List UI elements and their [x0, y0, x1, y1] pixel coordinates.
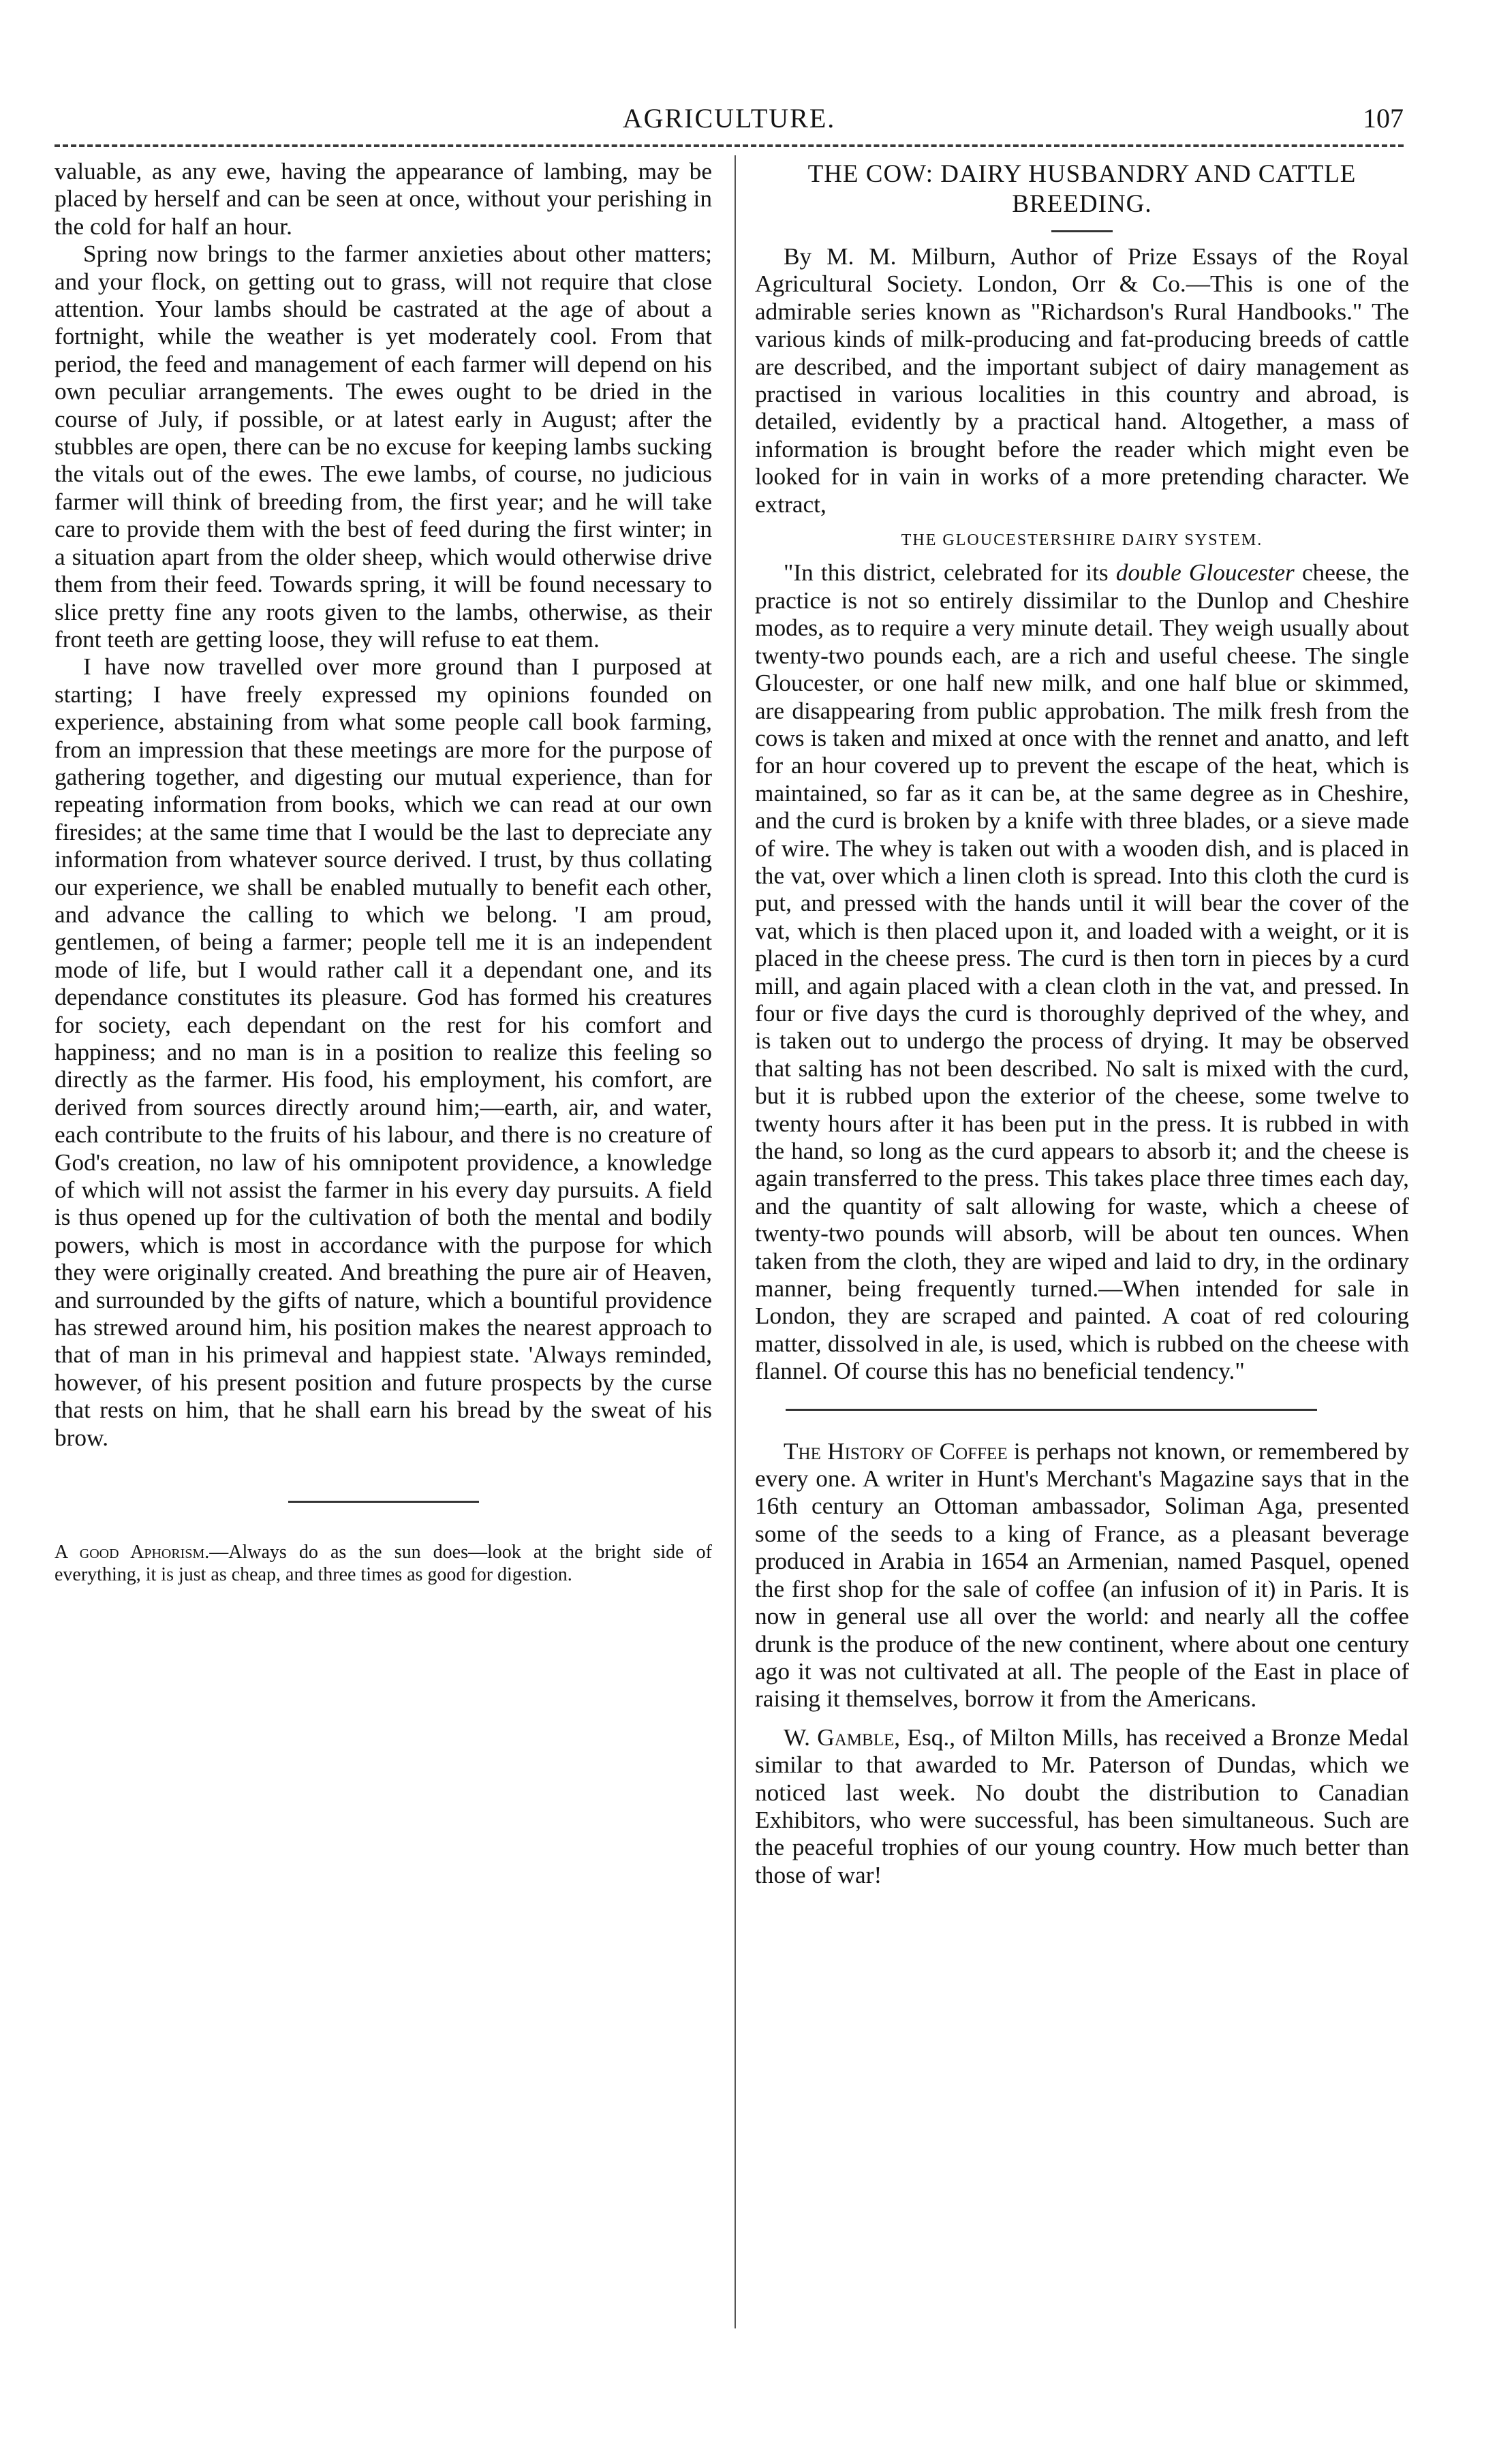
spring-paragraph: Spring now brings to the farmer anxieties about other matters; and your flock, on getting out to grass, will not require that close attention. Your lambs should be castrated at the age of about a fortnight, while the weather is yet moderately cool. From that period, the feed and management of each farmer will depend on his own peculiar arrangements. The ewes ought to be dried in the course of July, if possible, or at latest early in August; after the stubbles are open, there can be no excuse for keeping lambs sucking the vitals out of the ewes. The ewe lambs, of course, no judicious farmer will think of breeding from, the first year; and he will take care to provide them with the best of feed during the first winter; in a situation apart from the older sheep, which would otherwise drive them from their feed. Towards spring, it will be found necessary to slice pretty fine any roots given to the lambs, otherwise, as their front teeth are getting loose, they will refuse to eat them. [55, 240, 712, 653]
coffee-text: is perhaps not known, or remembered by every one. A writer in Hunt's Merchant's Magazine says that in the 16th century an Ottoman ambassador, Soliman Aga, presented some of the seeds to a king of France, as a pleasant beverage produced in Arabia in 1654 an Armenian, named Pasquel, opened the first shop for the sale of coffee (an infusion of it) in Paris. It is now in general use all over the world: and nearly all the coffee drunk is the produce of the new continent, where about one century ago it was not cultivated at all. The people of the East in place of raising it themselves, borrow it from the Americans. [755, 1437, 1409, 1713]
dairy-text-italic: double Gloucester [1115, 559, 1295, 587]
gloucestershire-subhead: THE GLOUCESTERSHIRE DAIRY SYSTEM. [901, 531, 1263, 550]
closing-address-paragraph: I have now travelled over more ground than I purposed at starting; I have freely expressed my opinions founded on experience, abstaining from what some people call book farming, from an impression that these meetings are more for the purpose of gathering together, and digesting our mutual experience, than for repeating information from books, which we can read at our own firesides; at the same time that I would be the last to depreciate any information from whatever source derived. I trust, by thus collating our experience, we shall be enabled mutually to benefit each other, and advance the calling to which we belong. 'I am proud, gentlemen, of being a farmer; people tell me it is an independent mode of life, but I would rather call it a dependant one, and its dependance constitutes its pleasure. God has formed his creatures for society, each dependant on the rest for his comfort and happiness; and no man is in a position to realize this feeling so directly as the farmer. His food, his employment, his comfort, are derived from sources directly around him;—earth, air, and water, each contribute to the fruits of his labour, and there is no creature of God's creation, no law of his omnipotent providence, a knowledge of which will not assist the farmer in his every day pursuits. A field is thus opened up for the cultivation of both the mental and bodily powers, which is most in accordance with the purpose for which they were originally created. And breathing the pure air of Heaven, and surrounded by the gifts of nature, which a bountiful providence has strewed around him, his position makes the nearest approach to that of man in his primeval and happiest state. 'Always reminded, however, of his present position and future prospects by the curse that rests on him, that he shall earn his bread by the sweat of his brow. [55, 653, 712, 1451]
cow-article-title: THE COW: DAIRY HUSBANDRY AND CATTLE BREEDING. [807, 160, 1357, 218]
dairy-text-rest: cheese, the practice is not so entirely dissimilar to the Dunlop and Cheshire modes, as to require a very minute detail. They weigh usually about twenty-two pounds each, are a rich and useful cheese. The single Gloucester, or one half new milk, and one half blue or skimmed, are disappearing from public approbation. The milk fresh from the cows is taken and mixed at once with the rennet and anatto, and left for an hour covered up to prevent the escape of the heat, which is maintained, so far as it can be, at the same degree as in Cheshire, and the curd is broken by a knife with three blades, or a sieve made of wire. The whey is taken out with a wooden dish, and is placed in the vat, over which a linen cloth is spread. Into this cloth the curd is put, and pressed with the hands until it will bear the cover of the vat, which is then placed upon it, and loaded with a weight, or it is placed in the cheese press. The curd is then torn in pieces by a curd mill, and again placed with a clean cloth in the vat, and pressed. In four or five days the curd is thoroughly deprived of the whey, and is taken out to undergo the process of drying. It may be observed that salting has not been described. No salt is mixed with the curd, but it is rubbed upon the exterior of the cheese, some twelve to twenty hours after it has been put in the press. It is rubbed in with the hand, so long as the curd appears to absorb it; and the cheese is again transferred to the press. This takes place three times each day, and the quantity of salt allowing for waste, which a cheese of twenty-two pounds will absorb, will be about ten ounces. When taken from the cloth, they are wiped and laid to dry, in the ordinary manner, being frequently turned.—When intended for sale in London, they are scraped and painted. A coat of red colouring matter, dissolved in ale, is used, which is rubbed on the cheese with flannel. Of course this has no beneficial tendency." [755, 559, 1409, 1385]
book-review-paragraph: By M. M. Milburn, Author of Prize Essays of the Royal Agricultural Society. London, Orr & Co.—This is one of the admirable series known as "Richardson's Rural Handbooks." The various kinds of milk-producing and fat-producing breeds of cattle are described, and the important subject of dairy management as practised in various localities in this country and abroad, is detailed, evidently by a practical hand. Altogether, a mass of information is brought before the reader which might even be looked for in vain in works of a more pretending character. We extract, [755, 243, 1409, 518]
dairy-system-paragraph [755, 559, 1409, 1385]
header-rule [55, 144, 1404, 147]
gamble-paragraph [755, 1724, 1409, 1889]
aphorism-title: A good Aphorism. [55, 1542, 210, 1563]
page-header [55, 102, 1404, 143]
running-head: AGRICULTURE. [622, 103, 836, 134]
aphorism-divider [288, 1501, 479, 1503]
right-column [755, 158, 1409, 1889]
sheep-paragraph-continued: valuable, as any ewe, having the appearance of lambing, may be placed by herself and can be seen at once, without your perishing in the cold for half an hour. [55, 158, 712, 240]
gamble-name: W. Gamble [784, 1724, 895, 1751]
coffee-divider [786, 1409, 1317, 1411]
left-column [55, 158, 712, 1586]
page-number: 107 [1363, 103, 1404, 134]
coffee-title: The History of Coffee [784, 1437, 1008, 1465]
gamble-text: , Esq., of Milton Mills, has received a Bronze Medal similar to that awarded to Mr. Paterson of Dundas, which we noticed last week. No doubt the distribution to Canadian Exhibitors, who were successful, has been simultaneous. Such are the peaceful trophies of our young country. How much better than those of war! [755, 1724, 1410, 1888]
title-rule [1051, 230, 1113, 232]
aphorism-text: —Always do as the sun does—look at the bright side of everything, it is just as cheap, and three times as good for digestion. [55, 1542, 712, 1586]
coffee-paragraph [755, 1438, 1409, 1713]
dairy-text-start: "In this district, celebrated for its [784, 559, 1116, 587]
aphorism-paragraph [55, 1541, 712, 1586]
column-divider [735, 155, 736, 2328]
